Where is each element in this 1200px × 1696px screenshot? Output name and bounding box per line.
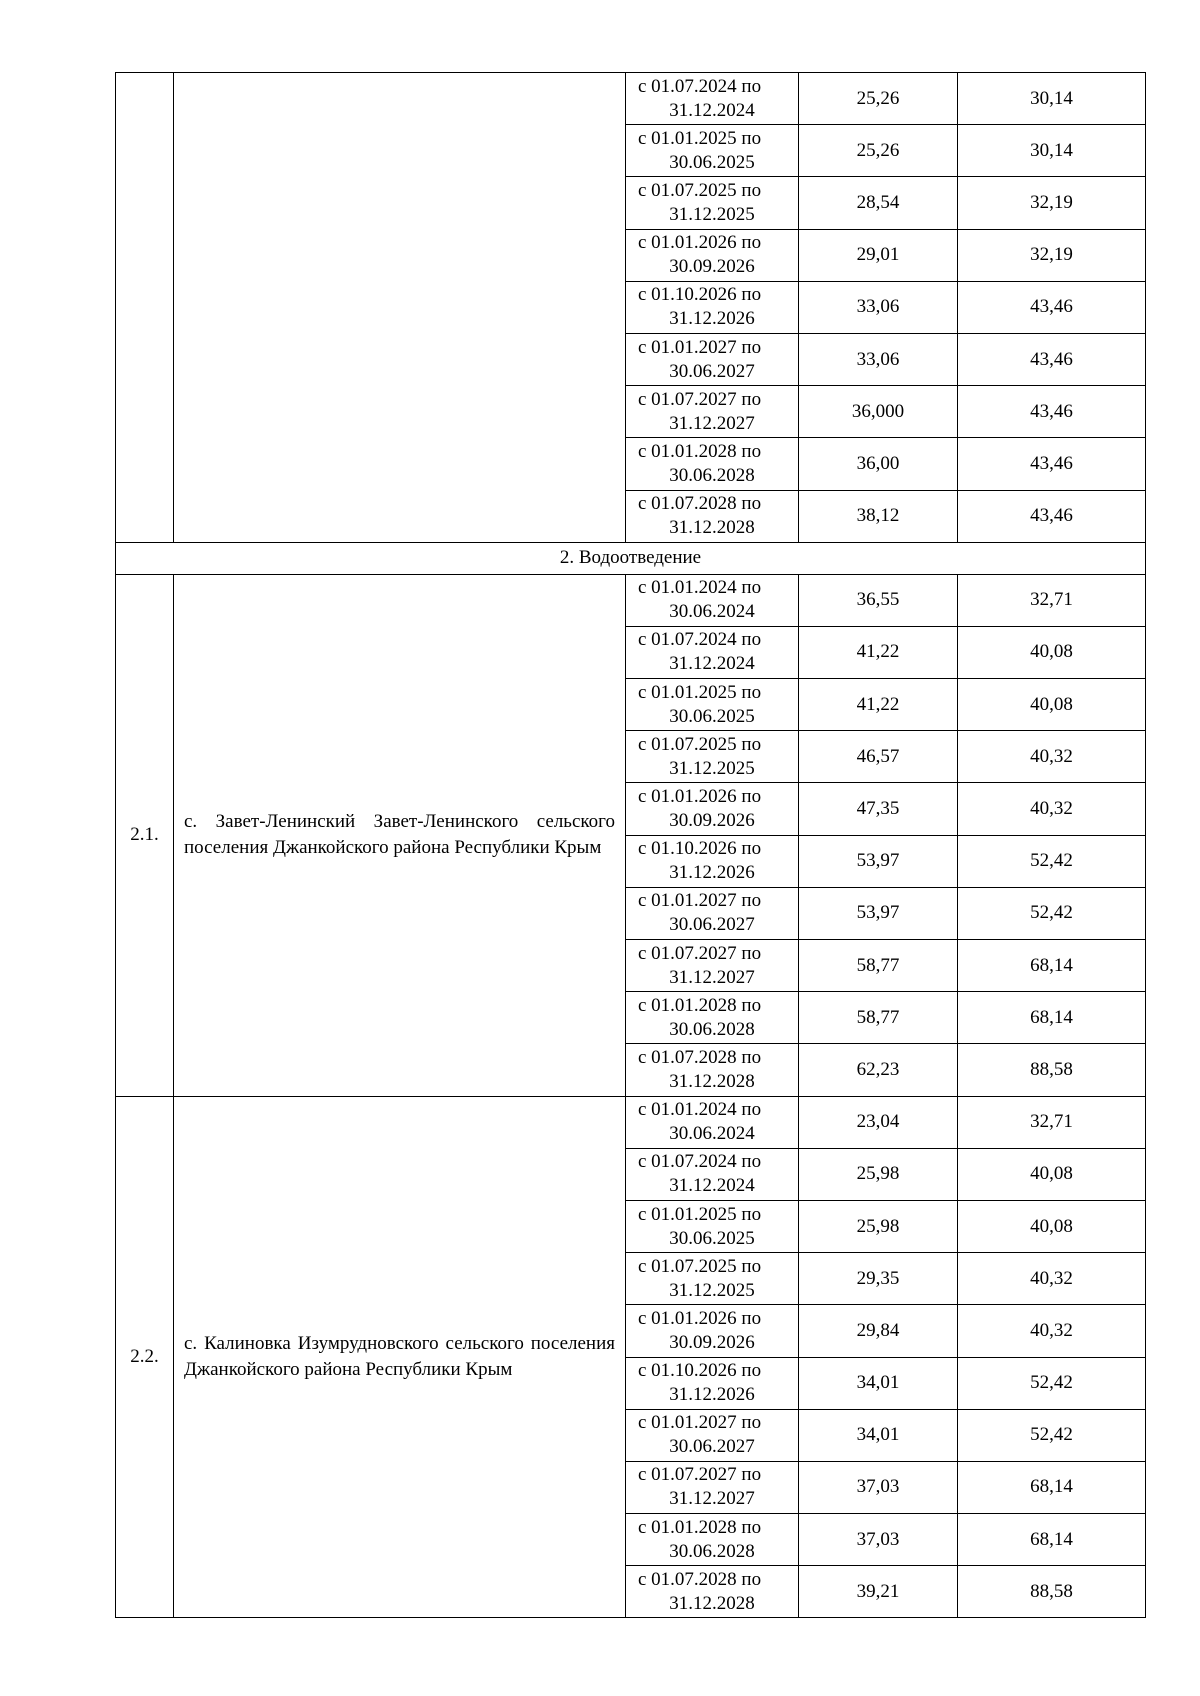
period-from: с 01.07.2024 по xyxy=(638,1151,762,1173)
tariff-value-2 xyxy=(958,333,1146,385)
tariff-value-2 xyxy=(958,783,1146,835)
tariff-value-2 xyxy=(958,177,1146,229)
tariff-value-1-text: 29,01 xyxy=(856,244,900,266)
period-from: с 01.01.2024 по xyxy=(638,1099,762,1121)
tariff-value-1-text: 36,000 xyxy=(851,400,905,422)
period-from: с 01.07.2028 по xyxy=(638,493,762,515)
tariff-value-2-text: 52,42 xyxy=(1030,902,1073,924)
period-from: с 01.01.2028 по xyxy=(638,440,762,462)
tariff-value-1 xyxy=(799,1514,958,1566)
tariff-value-2-text: 43,46 xyxy=(1030,400,1073,422)
period-to: 31.12.2028 xyxy=(669,1070,755,1092)
tariff-value-2 xyxy=(958,835,1146,887)
period-cell xyxy=(626,992,799,1044)
tariff-value-1-text: 53,97 xyxy=(856,850,900,872)
period-to: 31.12.2026 xyxy=(669,308,755,330)
tariff-value-2 xyxy=(958,281,1146,333)
tariff-value-2-text: 52,42 xyxy=(1030,850,1073,872)
tariff-value-1 xyxy=(799,1096,958,1148)
tariff-value-1 xyxy=(799,1305,958,1357)
period-to: 30.06.2028 xyxy=(669,464,755,486)
section-heading-cell xyxy=(116,542,1146,574)
period-to: 30.06.2024 xyxy=(669,1123,755,1145)
period-to: 31.12.2024 xyxy=(669,653,755,675)
tariff-value-1 xyxy=(799,1357,958,1409)
period-from: с 01.10.2026 по xyxy=(638,284,762,306)
period-from: с 01.01.2025 по xyxy=(638,1203,762,1225)
period-cell xyxy=(626,1461,799,1513)
period-cell xyxy=(626,1044,799,1096)
tariff-value-1-text: 38,12 xyxy=(856,505,900,527)
period-cell xyxy=(626,1148,799,1200)
tariff-value-1 xyxy=(799,626,958,678)
tariff-value-2 xyxy=(958,679,1146,731)
tariff-value-2 xyxy=(958,626,1146,678)
tariff-value-2-text: 68,14 xyxy=(1030,954,1073,976)
period-from: с 01.01.2027 по xyxy=(638,890,762,912)
tariff-value-1 xyxy=(799,1461,958,1513)
period-cell xyxy=(626,229,799,281)
tariff-value-1 xyxy=(799,940,958,992)
period-to: 30.06.2028 xyxy=(669,1018,755,1040)
tariff-value-1-text: 28,54 xyxy=(856,191,900,213)
tariff-value-1 xyxy=(799,992,958,1044)
tariff-value-2 xyxy=(958,992,1146,1044)
period-to: 30.06.2025 xyxy=(669,705,755,727)
tariff-value-2 xyxy=(958,386,1146,438)
tariff-value-1 xyxy=(799,73,958,125)
period-to: 31.12.2025 xyxy=(669,1279,755,1301)
tariff-value-1 xyxy=(799,1148,958,1200)
period-to: 31.12.2025 xyxy=(669,757,755,779)
tariff-value-1 xyxy=(799,1253,958,1305)
tariff-value-1-text: 25,98 xyxy=(856,1163,900,1185)
tariff-value-2 xyxy=(958,1461,1146,1513)
period-from: с 01.01.2027 по xyxy=(638,336,762,358)
tariff-value-2 xyxy=(958,125,1146,177)
tariff-value-1 xyxy=(799,125,958,177)
period-from: с 01.01.2026 по xyxy=(638,786,762,808)
tariff-value-1 xyxy=(799,1566,958,1618)
tariff-value-1 xyxy=(799,574,958,626)
tariff-value-2 xyxy=(958,438,1146,490)
tariff-value-2-text: 40,08 xyxy=(1030,1215,1073,1237)
tariff-value-1 xyxy=(799,281,958,333)
tariff-value-2 xyxy=(958,1514,1146,1566)
period-to: 31.12.2025 xyxy=(669,203,755,225)
period-to: 30.06.2027 xyxy=(669,914,755,936)
tariff-value-2 xyxy=(958,1409,1146,1461)
period-from: с 01.07.2025 по xyxy=(638,179,762,201)
tariff-value-1-text: 34,01 xyxy=(856,1424,900,1446)
tariff-value-2-text: 40,08 xyxy=(1030,641,1073,663)
period-cell xyxy=(626,574,799,626)
tariff-value-2-text: 32,71 xyxy=(1030,1111,1073,1133)
period-cell xyxy=(626,125,799,177)
settlement-cell xyxy=(174,73,626,543)
period-cell xyxy=(626,438,799,490)
tariff-value-1-text: 58,77 xyxy=(856,954,900,976)
period-from: с 01.01.2027 по xyxy=(638,1412,762,1434)
period-to: 30.09.2026 xyxy=(669,1331,755,1353)
period-to: 30.06.2025 xyxy=(669,151,755,173)
tariff-value-2-text: 43,46 xyxy=(1030,505,1073,527)
row-number: 2.1. xyxy=(130,824,159,846)
tariff-value-2 xyxy=(958,1566,1146,1618)
period-to: 31.12.2027 xyxy=(669,412,755,434)
period-to: 31.12.2028 xyxy=(669,1592,755,1614)
tariff-value-1 xyxy=(799,438,958,490)
period-from: с 01.07.2025 по xyxy=(638,1255,762,1277)
period-cell xyxy=(626,177,799,229)
tariff-value-2 xyxy=(958,1200,1146,1252)
tariff-value-1-text: 58,77 xyxy=(856,1006,900,1028)
table-row xyxy=(116,574,1146,626)
period-cell xyxy=(626,1357,799,1409)
tariff-value-1 xyxy=(799,1200,958,1252)
period-cell xyxy=(626,386,799,438)
tariff-value-2 xyxy=(958,73,1146,125)
period-from: с 01.01.2025 по xyxy=(638,681,762,703)
tariff-value-1 xyxy=(799,887,958,939)
period-from: с 01.07.2024 по xyxy=(638,629,762,651)
table-row xyxy=(116,1096,1146,1148)
tariff-value-2-text: 32,19 xyxy=(1030,191,1073,213)
period-to: 31.12.2024 xyxy=(669,1175,755,1197)
tariff-value-2-text: 43,46 xyxy=(1030,452,1073,474)
period-from: с 01.01.2025 по xyxy=(638,127,762,149)
period-from: с 01.07.2028 по xyxy=(638,1568,762,1590)
tariff-value-1-text: 37,03 xyxy=(856,1476,900,1498)
period-from: с 01.01.2026 по xyxy=(638,1307,762,1329)
section-heading: 2. Водоотведение xyxy=(559,547,702,569)
period-to: 30.06.2028 xyxy=(669,1540,755,1562)
tariff-value-1-text: 33,06 xyxy=(856,296,900,318)
period-to: 31.12.2028 xyxy=(669,517,755,539)
tariff-value-1 xyxy=(799,1409,958,1461)
tariff-value-1-text: 36,00 xyxy=(856,452,900,474)
tariff-value-2 xyxy=(958,1253,1146,1305)
table-row xyxy=(116,73,1146,125)
tariff-value-2-text: 52,42 xyxy=(1030,1372,1073,1394)
period-from: с 01.01.2026 по xyxy=(638,232,762,254)
tariff-value-1-text: 46,57 xyxy=(856,745,900,767)
period-cell xyxy=(626,333,799,385)
tariff-value-1 xyxy=(799,177,958,229)
period-cell xyxy=(626,626,799,678)
tariff-value-1 xyxy=(799,679,958,731)
period-cell xyxy=(626,281,799,333)
tariff-value-1-text: 37,03 xyxy=(856,1528,900,1550)
tariff-value-2-text: 40,08 xyxy=(1030,693,1073,715)
tariff-value-1-text: 33,06 xyxy=(856,348,900,370)
period-from: с 01.01.2028 по xyxy=(638,1516,762,1538)
tariff-value-2 xyxy=(958,1044,1146,1096)
settlement-cell xyxy=(174,1096,626,1618)
tariff-value-1-text: 47,35 xyxy=(856,798,900,820)
tariff-value-1-text: 29,84 xyxy=(856,1319,900,1341)
tariff-value-1-text: 62,23 xyxy=(856,1058,900,1080)
period-cell xyxy=(626,783,799,835)
period-cell xyxy=(626,1566,799,1618)
tariff-value-2-text: 88,58 xyxy=(1030,1580,1073,1602)
period-to: 31.12.2026 xyxy=(669,1384,755,1406)
tariff-value-1-text: 25,26 xyxy=(856,87,900,109)
period-from: с 01.01.2024 по xyxy=(638,577,762,599)
period-from: с 01.01.2028 по xyxy=(638,994,762,1016)
tariff-value-2-text: 52,42 xyxy=(1030,1424,1073,1446)
section-row xyxy=(116,542,1146,574)
tariff-value-1 xyxy=(799,783,958,835)
period-cell xyxy=(626,1253,799,1305)
tariff-value-1 xyxy=(799,229,958,281)
period-from: с 01.07.2024 по xyxy=(638,75,762,97)
tariff-value-1 xyxy=(799,333,958,385)
tariff-value-2-text: 30,14 xyxy=(1030,87,1073,109)
tariff-value-1-text: 41,22 xyxy=(856,641,900,663)
period-from: с 01.10.2026 по xyxy=(638,838,762,860)
period-to: 31.12.2027 xyxy=(669,966,755,988)
settlement-cell xyxy=(174,574,626,1096)
tariff-value-1-text: 39,21 xyxy=(856,1580,900,1602)
tariff-value-2-text: 32,71 xyxy=(1030,589,1073,611)
tariff-value-2-text: 40,08 xyxy=(1030,1163,1073,1185)
period-cell xyxy=(626,73,799,125)
tariff-value-2-text: 40,32 xyxy=(1030,1267,1073,1289)
tariff-value-1 xyxy=(799,835,958,887)
tariff-value-1-text: 23,04 xyxy=(856,1111,900,1133)
period-to: 31.12.2024 xyxy=(669,99,755,121)
tariff-value-1-text: 53,97 xyxy=(856,902,900,924)
tariff-value-1 xyxy=(799,386,958,438)
period-from: с 01.07.2025 по xyxy=(638,733,762,755)
tariff-value-1 xyxy=(799,1044,958,1096)
tariff-value-2 xyxy=(958,490,1146,542)
tariff-value-1-text: 34,01 xyxy=(856,1372,900,1394)
period-to: 30.06.2027 xyxy=(669,360,755,382)
tariff-value-2-text: 88,58 xyxy=(1030,1058,1073,1080)
period-cell xyxy=(626,940,799,992)
tariff-value-1-text: 25,98 xyxy=(856,1215,900,1237)
period-to: 31.12.2026 xyxy=(669,862,755,884)
tariff-value-1-text: 36,55 xyxy=(856,589,900,611)
tariff-value-2-text: 32,19 xyxy=(1030,244,1073,266)
tariff-value-2-text: 68,14 xyxy=(1030,1006,1073,1028)
settlement-name: с. Завет-Ленинский Завет-Ленинского сельского поселения Джанкойского района Республики Крым xyxy=(184,811,615,859)
row-number-cell xyxy=(116,1096,174,1618)
tariff-value-2-text: 43,46 xyxy=(1030,348,1073,370)
tariff-value-1-text: 41,22 xyxy=(856,693,900,715)
tariff-value-1-text: 25,26 xyxy=(856,139,900,161)
period-to: 31.12.2027 xyxy=(669,1488,755,1510)
tariff-value-2-text: 30,14 xyxy=(1030,139,1073,161)
period-cell xyxy=(626,1514,799,1566)
period-cell xyxy=(626,835,799,887)
period-cell xyxy=(626,731,799,783)
period-from: с 01.10.2026 по xyxy=(638,1360,762,1382)
tariff-value-2-text: 40,32 xyxy=(1030,745,1073,767)
period-to: 30.09.2026 xyxy=(669,810,755,832)
period-to: 30.06.2027 xyxy=(669,1436,755,1458)
tariff-value-2-text: 68,14 xyxy=(1030,1476,1073,1498)
row-number: 2.2. xyxy=(130,1346,159,1367)
period-to: 30.06.2025 xyxy=(669,1227,755,1249)
tariff-value-2 xyxy=(958,887,1146,939)
tariff-value-1 xyxy=(799,731,958,783)
row-number-cell xyxy=(116,574,174,1096)
tariff-value-2-text: 43,46 xyxy=(1030,296,1073,318)
tariff-value-2 xyxy=(958,940,1146,992)
period-to: 30.06.2024 xyxy=(669,601,755,623)
row-number-cell xyxy=(116,73,174,543)
period-cell xyxy=(626,490,799,542)
tariff-table-body xyxy=(116,73,1146,1618)
period-cell xyxy=(626,679,799,731)
period-cell xyxy=(626,1409,799,1461)
tariff-value-2-text: 40,32 xyxy=(1030,798,1073,820)
period-from: с 01.07.2027 по xyxy=(638,388,762,410)
tariff-value-1 xyxy=(799,490,958,542)
tariff-value-2-text: 40,32 xyxy=(1030,1319,1073,1341)
period-cell xyxy=(626,1096,799,1148)
period-cell xyxy=(626,1305,799,1357)
settlement-name: с. Калиновка Изумрудновского сельского поселения Джанкойского района Республики Крым xyxy=(184,1333,615,1380)
tariff-table xyxy=(115,72,1146,1618)
tariff-value-2 xyxy=(958,1148,1146,1200)
period-from: с 01.07.2028 по xyxy=(638,1046,762,1068)
tariff-value-2 xyxy=(958,731,1146,783)
tariff-value-1-text: 29,35 xyxy=(856,1267,900,1289)
tariff-value-2-text: 68,14 xyxy=(1030,1528,1073,1550)
tariff-value-2 xyxy=(958,1305,1146,1357)
period-cell xyxy=(626,887,799,939)
period-from: с 01.07.2027 по xyxy=(638,942,762,964)
period-cell xyxy=(626,1200,799,1252)
tariff-value-2 xyxy=(958,1096,1146,1148)
period-from: с 01.07.2027 по xyxy=(638,1464,762,1486)
tariff-value-2 xyxy=(958,1357,1146,1409)
period-to: 30.09.2026 xyxy=(669,256,755,278)
tariff-value-2 xyxy=(958,229,1146,281)
tariff-value-2 xyxy=(958,574,1146,626)
